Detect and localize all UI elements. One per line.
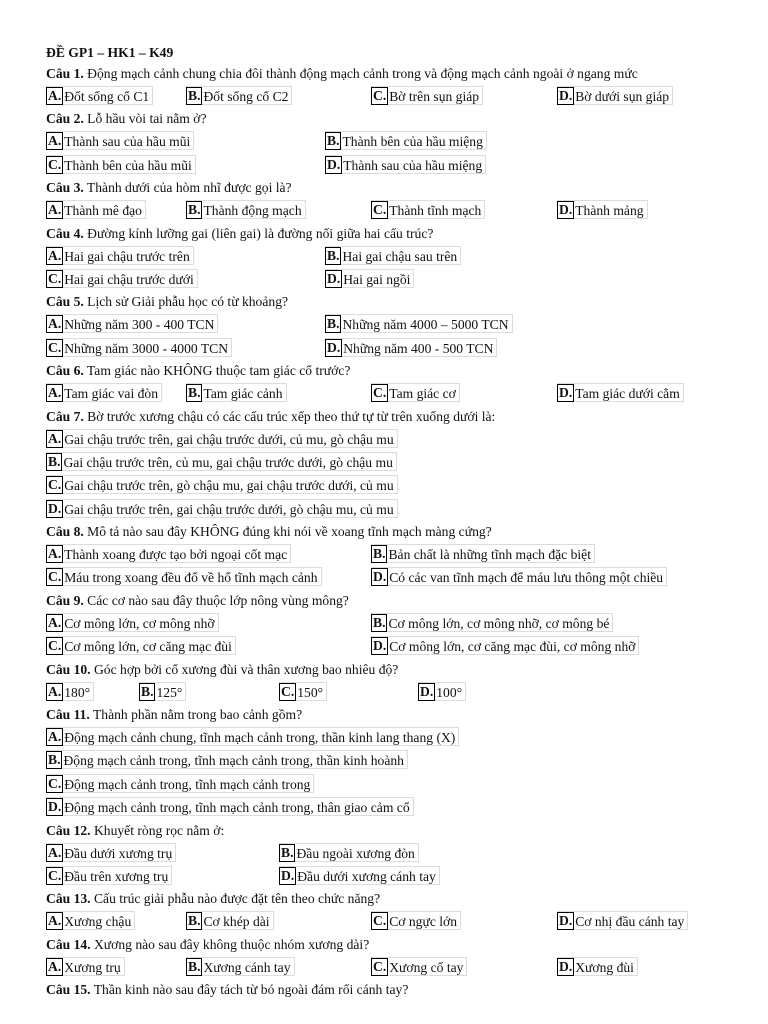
option-text: Cơ mông lớn, cơ mông nhỡ — [64, 615, 215, 631]
answer-option-a[interactable] — [46, 429, 398, 448]
option-letter: D. — [48, 500, 62, 516]
question-number: Câu 15. — [46, 982, 91, 998]
option-text: Gai chậu trước trên, củ mu, gai chậu trước dưới, gò chậu mu — [63, 454, 393, 470]
question-text: Bờ trước xương chậu có các cấu trúc xếp theo thứ tự từ trên xuống dưới là: — [83, 408, 496, 424]
option-letter: A. — [48, 729, 62, 745]
option-letter: D. — [559, 385, 573, 401]
option-letter: B. — [188, 88, 201, 103]
answer-option-c[interactable] — [46, 866, 172, 885]
question-text: Lịch sử Giải phẫu học có từ khoảng? — [83, 294, 289, 310]
answer-option-c[interactable] — [371, 200, 485, 219]
option-letter: B. — [373, 546, 386, 562]
option-text: Những năm 4000 – 5000 TCN — [342, 317, 509, 333]
option-letter: A. — [48, 202, 62, 218]
option-letter: D. — [281, 867, 295, 883]
option-text: Đầu trên xương trụ — [64, 868, 169, 884]
question-stem — [46, 820, 746, 842]
option-text: Xương cổ tay — [389, 959, 464, 975]
option-text: Có các van tĩnh mạch để máu lưu thông một chiều — [389, 570, 664, 586]
answer-option-b[interactable] — [139, 682, 186, 701]
option-letter: D. — [327, 270, 341, 286]
option-letter: A. — [48, 385, 62, 401]
options-row — [46, 428, 746, 451]
answer-option-d[interactable] — [46, 499, 398, 518]
option-letter: D. — [48, 799, 62, 815]
answer-option-b[interactable] — [325, 131, 487, 150]
option-text: Những năm 300 - 400 TCN — [64, 317, 215, 333]
question-text: Cấu trúc giải phẫu nào được đặt tên theo chức năng? — [90, 891, 381, 907]
option-letter: B. — [188, 913, 201, 929]
answer-option-b[interactable] — [186, 911, 274, 930]
option-text: Thành tĩnh mạch — [389, 203, 482, 219]
answer-option-c[interactable] — [371, 86, 483, 105]
answer-option-c[interactable] — [46, 774, 314, 793]
question-text: Các cơ nào sau đây thuộc lớp nông vùng mông? — [83, 592, 349, 608]
answer-option-b[interactable] — [279, 843, 419, 862]
option-letter: A. — [48, 614, 62, 630]
option-text: 150° — [297, 684, 324, 700]
question-text: Động mạch cảnh chung chia đôi thành động mạch cảnh trong và động mạch cảnh ngoài ở ngang mức — [83, 66, 638, 81]
question-number: Câu 3. — [46, 180, 84, 196]
question-text: Thành dưới của hòm nhĩ được gọi là? — [83, 180, 292, 196]
options-row — [46, 749, 746, 772]
option-text: Thành mê đạo — [64, 203, 142, 219]
answer-option-a[interactable] — [46, 727, 459, 746]
option-text: Thành bên của hầu miệng — [342, 134, 483, 150]
option-text: Gai chậu trước trên, gai chậu trước dưới, củ mu, gò chậu mu — [64, 431, 394, 447]
question-text: Đường kính lưỡng gai (liên gai) là đường nối giữa hai cấu trúc? — [83, 225, 434, 241]
question-text: Mô tả nào sau đây KHÔNG đúng khi nói về xoang tĩnh mạch màng cứng? — [83, 524, 492, 540]
option-text: 180° — [64, 684, 91, 700]
options-row — [46, 245, 746, 268]
option-letter: C. — [48, 867, 62, 883]
option-letter: C. — [48, 775, 62, 791]
question-stem — [46, 223, 746, 245]
question-number: Câu 2. — [46, 111, 84, 127]
option-text: Xương trụ — [64, 959, 121, 975]
option-letter: D. — [373, 569, 387, 585]
answer-option-c[interactable] — [371, 911, 461, 930]
option-letter: A. — [48, 88, 62, 103]
answer-option-d[interactable] — [418, 682, 466, 701]
answer-option-c[interactable] — [371, 383, 460, 402]
answer-option-d[interactable] — [325, 338, 497, 357]
question-stem — [46, 63, 746, 85]
option-text: Cơ mông lớn, cơ căng mạc đùi — [64, 639, 232, 655]
options-row — [46, 726, 746, 749]
option-text: Xương chậu — [64, 914, 132, 930]
option-letter: C. — [373, 202, 387, 218]
option-letter: D. — [559, 202, 573, 218]
option-text: Cơ nhị đầu cánh tay — [575, 914, 685, 930]
answer-option-d[interactable] — [46, 797, 414, 816]
question-number: Câu 4. — [46, 225, 84, 241]
option-text: Gai chậu trước trên, gò chậu mu, gai chậu trước dưới, củ mu — [64, 478, 394, 494]
options-row — [46, 612, 746, 635]
option-text: Đầu dưới xương trụ — [64, 845, 173, 861]
options-row — [46, 382, 746, 405]
answer-option-c[interactable] — [46, 567, 322, 586]
answer-option-b[interactable] — [46, 750, 408, 769]
answer-option-d[interactable] — [557, 911, 688, 930]
question-stem — [46, 590, 746, 612]
option-text: Thành xoang được tạo bởi ngoại cốt mạc — [64, 547, 288, 563]
question-list — [46, 63, 746, 1001]
question-number: Câu 1. — [46, 66, 84, 81]
option-text: Hai gai chậu trước dưới — [64, 271, 194, 287]
answer-option-a[interactable] — [46, 843, 176, 862]
answer-option-a[interactable] — [46, 957, 125, 976]
options-row — [46, 268, 746, 291]
answer-option-d[interactable] — [325, 269, 414, 288]
option-text: Đầu ngoài xương đòn — [296, 845, 415, 861]
question-number: Câu 5. — [46, 294, 84, 310]
option-text: Tam giác cảnh — [203, 386, 283, 402]
answer-option-d[interactable] — [325, 155, 486, 174]
question-stem — [46, 704, 746, 726]
option-text: Tam giác cơ — [389, 386, 456, 402]
answer-option-a[interactable] — [46, 131, 194, 150]
option-letter: B. — [327, 133, 340, 149]
option-text: Cơ mông lớn, cơ căng mạc đùi, cơ mông nhỡ — [389, 639, 636, 655]
option-text: Thành bên của hầu mũi — [64, 157, 192, 173]
option-letter: C. — [373, 958, 387, 974]
answer-option-a[interactable] — [46, 613, 219, 632]
question-stem — [46, 406, 746, 428]
option-text: Bản chất là những tĩnh mạch đặc biệt — [388, 547, 591, 563]
option-letter: C. — [48, 569, 62, 585]
options-row — [46, 313, 746, 336]
answer-option-b[interactable] — [325, 314, 513, 333]
options-row — [46, 910, 746, 933]
option-letter: C. — [48, 339, 62, 355]
question-number: Câu 13. — [46, 891, 91, 907]
option-text: Cơ ngực lớn — [389, 914, 458, 930]
question-text: Thành phần nằm trong bao cảnh gồm? — [89, 707, 303, 723]
options-row — [46, 85, 746, 108]
option-letter: D. — [327, 156, 341, 172]
exam-document — [46, 43, 746, 1001]
options-row — [46, 474, 746, 497]
option-letter: B. — [188, 202, 201, 218]
option-letter: C. — [373, 88, 387, 103]
option-text: Gai chậu trước trên, gai chậu trước dưới, gò chậu mu, củ mu — [64, 501, 394, 517]
question-stem — [46, 360, 746, 382]
option-text: Xương cánh tay — [203, 959, 291, 975]
option-letter: B. — [327, 316, 340, 332]
option-letter: B. — [141, 683, 154, 699]
option-letter: D. — [327, 339, 341, 355]
answer-option-b[interactable] — [46, 452, 397, 471]
options-row — [46, 337, 746, 360]
answer-option-d[interactable] — [557, 957, 638, 976]
question-stem — [46, 108, 746, 130]
options-row — [46, 130, 746, 153]
option-letter: A. — [48, 913, 62, 929]
answer-option-d[interactable] — [371, 567, 667, 586]
option-letter: B. — [281, 844, 294, 860]
question-number: Câu 14. — [46, 936, 91, 952]
question-number: Câu 7. — [46, 408, 84, 424]
answer-option-c[interactable] — [279, 682, 327, 701]
option-letter: B. — [188, 958, 201, 974]
option-text: Động mạch cảnh trong, tĩnh mạch cảnh trong, thần kinh hoành — [63, 753, 404, 769]
options-row — [46, 681, 746, 704]
option-letter: C. — [48, 270, 62, 286]
option-letter: C. — [48, 156, 62, 172]
question-stem — [46, 177, 746, 199]
option-letter: C. — [281, 683, 295, 699]
answer-option-d[interactable] — [279, 866, 440, 885]
option-text: Thành sau của hầu miệng — [343, 157, 483, 173]
answer-option-c[interactable] — [46, 155, 196, 174]
option-text: Bờ trên sụn giáp — [389, 89, 480, 104]
question-number: Câu 9. — [46, 592, 84, 608]
question-stem — [46, 934, 746, 956]
option-text: Máu trong xoang đều đổ về hố tĩnh mạch cảnh — [64, 570, 318, 586]
answer-option-a[interactable] — [46, 314, 218, 333]
answer-option-b[interactable] — [186, 383, 287, 402]
options-row — [46, 842, 746, 865]
option-letter: B. — [48, 752, 61, 768]
option-letter: C. — [373, 913, 387, 929]
option-letter: A. — [48, 133, 62, 149]
options-row — [46, 865, 746, 888]
option-text: Thành động mạch — [203, 203, 302, 219]
option-letter: A. — [48, 430, 62, 446]
option-letter: A. — [48, 958, 62, 974]
option-text: Thành sau của hầu mũi — [64, 134, 191, 150]
option-letter: A. — [48, 247, 62, 263]
option-letter: C. — [373, 385, 387, 401]
option-text: Bờ dưới sụn giáp — [575, 89, 670, 104]
question-text: Lỗ hầu vòi tai nằm ở? — [83, 111, 207, 127]
question-number: Câu 11. — [46, 707, 90, 723]
answer-option-b[interactable] — [325, 246, 461, 265]
options-row — [46, 566, 746, 589]
options-row — [46, 796, 746, 819]
answer-option-d[interactable] — [557, 383, 684, 402]
options-row — [46, 956, 746, 979]
options-row — [46, 773, 746, 796]
answer-option-d[interactable] — [557, 86, 673, 105]
question-number: Câu 12. — [46, 822, 91, 838]
option-letter: B. — [188, 385, 201, 401]
option-text: 100° — [436, 684, 463, 700]
question-stem — [46, 979, 746, 1001]
answer-option-a[interactable] — [46, 246, 194, 265]
option-letter: B. — [48, 453, 61, 469]
answer-option-c[interactable] — [46, 269, 198, 288]
option-text: 125° — [156, 684, 183, 700]
option-letter: A. — [48, 683, 62, 699]
answer-option-a[interactable] — [46, 86, 153, 105]
option-letter: C. — [48, 477, 62, 493]
answer-option-b[interactable] — [371, 613, 613, 632]
option-text: Đốt sống cổ C1 — [64, 89, 150, 104]
option-text: Cơ mông lớn, cơ mông nhỡ, cơ mông bé — [388, 615, 610, 631]
question-stem — [46, 888, 746, 910]
question-text: Khuyết ròng rọc nằm ở: — [90, 822, 225, 838]
question-stem — [46, 521, 746, 543]
question-text: Góc hợp bởi cổ xương đùi và thân xương bao nhiêu độ? — [90, 661, 399, 677]
options-row — [46, 498, 746, 521]
option-text: Động mạch cảnh trong, tĩnh mạch cảnh trong — [64, 776, 311, 792]
question-text: Xương nào sau đây không thuộc nhóm xương dài? — [90, 936, 370, 952]
answer-option-a[interactable] — [46, 544, 291, 563]
option-text: Tam giác vai đòn — [64, 386, 159, 402]
options-row — [46, 154, 746, 177]
option-text: Tam giác dưới cằm — [575, 386, 680, 402]
option-letter: A. — [48, 316, 62, 332]
options-row — [46, 451, 746, 474]
answer-option-c[interactable] — [46, 338, 232, 357]
question-stem — [46, 291, 746, 313]
option-text: Hai gai chậu trước trên — [64, 248, 190, 264]
answer-option-a[interactable] — [46, 200, 146, 219]
options-row — [46, 199, 746, 222]
option-letter: D. — [420, 683, 434, 699]
option-letter: A. — [48, 844, 62, 860]
option-letter: B. — [373, 614, 386, 630]
answer-option-c[interactable] — [371, 957, 467, 976]
option-letter: D. — [559, 913, 573, 929]
answer-option-d[interactable] — [371, 636, 639, 655]
option-text: Những năm 3000 - 4000 TCN — [64, 340, 229, 356]
answer-option-b[interactable] — [371, 544, 595, 563]
options-row — [46, 635, 746, 658]
question-number: Câu 10. — [46, 661, 91, 677]
option-text: Xương đùi — [575, 959, 634, 975]
options-row — [46, 543, 746, 566]
option-text: Hai gai ngồi — [343, 271, 411, 287]
option-text: Hai gai chậu sau trên — [342, 248, 458, 264]
answer-option-b[interactable] — [186, 86, 292, 105]
exam-title: ĐỀ GP1 – HK1 – K49 — [46, 45, 174, 60]
option-text: Những năm 400 - 500 TCN — [343, 340, 494, 356]
answer-option-a[interactable] — [46, 911, 135, 930]
option-letter: D. — [559, 958, 573, 974]
option-letter: C. — [48, 638, 62, 654]
option-text: Động mạch cảnh trong, tĩnh mạch cảnh trong, thân giao cảm cổ — [64, 800, 410, 816]
answer-option-c[interactable] — [46, 636, 236, 655]
option-text: Động mạch cảnh chung, tĩnh mạch cảnh trong, thần kinh lang thang (X) — [64, 730, 456, 746]
question-text: Tam giác nào KHÔNG thuộc tam giác cổ trước? — [83, 363, 351, 379]
answer-option-b[interactable] — [186, 200, 306, 219]
answer-option-d[interactable] — [557, 200, 648, 219]
question-number: Câu 6. — [46, 363, 84, 379]
option-letter: A. — [48, 546, 62, 562]
option-letter: B. — [327, 247, 340, 263]
option-letter: D. — [373, 638, 387, 654]
option-text: Thành mảng — [575, 203, 644, 219]
answer-option-a[interactable] — [46, 682, 94, 701]
option-text: Đốt sống cổ C2 — [203, 89, 289, 104]
option-text: Đầu dưới xương cánh tay — [297, 868, 436, 884]
answer-option-a[interactable] — [46, 383, 162, 402]
question-text: Thần kinh nào sau đây tách từ bó ngoài đám rối cánh tay? — [90, 982, 409, 998]
answer-option-b[interactable] — [186, 957, 295, 976]
question-number: Câu 8. — [46, 524, 84, 540]
option-letter: D. — [559, 88, 573, 103]
question-stem — [46, 659, 746, 681]
answer-option-c[interactable] — [46, 475, 398, 494]
option-text: Cơ khép dài — [203, 914, 270, 930]
